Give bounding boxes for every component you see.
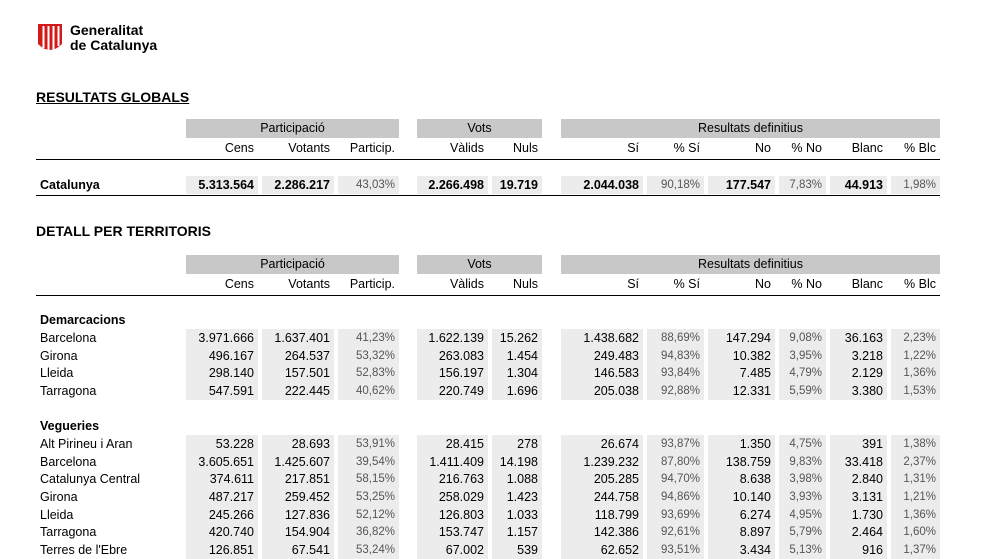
column-header: % Blc [904, 277, 936, 291]
column-header: Nuls [512, 277, 538, 291]
table-row [0, 364, 992, 382]
table-cell: 1.622.139 [417, 329, 488, 347]
table-cell: 1.696 [492, 382, 542, 400]
table-cell: 9,08% [779, 329, 826, 347]
table-cell: 547.591 [186, 382, 258, 400]
table-cell: 52,12% [338, 506, 399, 524]
table-cell: 93,51% [647, 541, 704, 559]
row-label: Terres de l'Ebre [40, 543, 128, 557]
table-cell: 52,83% [338, 364, 399, 382]
table-cell: 118.799 [561, 506, 643, 524]
table-cell: 222.445 [262, 382, 334, 400]
table-cell: 14.198 [492, 453, 542, 471]
table-cell: 19.719 [492, 176, 542, 194]
table-cell: 1.425.607 [262, 453, 334, 471]
table-cell: 146.583 [561, 364, 643, 382]
table-cell: 93,69% [647, 506, 704, 524]
column-header: No [755, 277, 771, 291]
table-row [0, 470, 992, 488]
row-label: Tarragona [40, 525, 97, 540]
column-header: % No [791, 277, 822, 291]
table-cell: 1.157 [492, 523, 542, 541]
column-header: % Sí [673, 277, 700, 291]
detail-title: DETALL PER TERRITORIS [36, 223, 212, 239]
table-cell: 1,21% [891, 488, 940, 506]
table-cell: 43,03% [338, 176, 399, 194]
table-cell: 33.418 [830, 453, 887, 471]
table-cell: 3.131 [830, 488, 887, 506]
table-row [0, 382, 992, 400]
table-cell: 142.386 [561, 523, 643, 541]
header-rule [36, 295, 940, 296]
table-cell: 44.913 [830, 176, 887, 194]
table-cell: 156.197 [417, 364, 488, 382]
table-cell: 36.163 [830, 329, 887, 347]
group-header: Participació [186, 119, 399, 138]
senyera-logo-icon [36, 22, 64, 54]
table-cell: 263.083 [417, 347, 488, 365]
column-header: Sí [627, 277, 639, 291]
table-cell: 217.851 [262, 470, 334, 488]
table-cell: 1.350 [708, 435, 775, 453]
generalitat-logo [36, 22, 157, 54]
table-cell: 3,98% [779, 470, 826, 488]
table-cell: 15.262 [492, 329, 542, 347]
column-header: % Sí [673, 141, 700, 155]
table-cell: 1,36% [891, 364, 940, 382]
table-cell: 3.218 [830, 347, 887, 365]
table-cell: 1,53% [891, 382, 940, 400]
table-cell: 3.434 [708, 541, 775, 559]
table-cell: 216.763 [417, 470, 488, 488]
table-rule [36, 195, 940, 196]
column-header: No [755, 141, 771, 155]
column-header: Cens [224, 141, 254, 155]
column-header: Cens [224, 277, 254, 291]
column-header: Blanc [851, 277, 883, 291]
section-heading: Vegueries [40, 418, 100, 433]
table-cell: 6.274 [708, 506, 775, 524]
table-cell: 94,83% [647, 347, 704, 365]
row-label: Catalunya Central [40, 472, 141, 487]
row-label: Catalunya [40, 178, 100, 192]
column-header: Vàlids [449, 277, 484, 291]
logo-line-2: de Catalunya [70, 37, 158, 53]
group-header: Participació [186, 255, 399, 274]
table-cell: 7.485 [708, 364, 775, 382]
table-row [0, 453, 992, 471]
group-header: Resultats definitius [561, 255, 940, 274]
table-cell: 62.652 [561, 541, 643, 559]
table-cell: 3.605.651 [186, 453, 258, 471]
table-cell: 4,79% [779, 364, 826, 382]
table-cell: 3.971.666 [186, 329, 258, 347]
table-row [0, 506, 992, 524]
table-cell: 93,84% [647, 364, 704, 382]
column-header: Votants [288, 141, 330, 155]
table-row [0, 435, 992, 453]
table-row [0, 347, 992, 365]
table-cell: 205.038 [561, 382, 643, 400]
table-cell: 1.088 [492, 470, 542, 488]
header-rule [36, 159, 940, 160]
row-label: Tarragona [40, 384, 97, 399]
table-row [0, 176, 992, 194]
table-cell: 36,82% [338, 523, 399, 541]
table-cell: 53,24% [338, 541, 399, 559]
table-cell: 2.840 [830, 470, 887, 488]
table-cell: 8.638 [708, 470, 775, 488]
table-cell: 53,25% [338, 488, 399, 506]
table-cell: 1.411.409 [417, 453, 488, 471]
table-cell: 205.285 [561, 470, 643, 488]
table-cell: 157.501 [262, 364, 334, 382]
table-cell: 1.423 [492, 488, 542, 506]
table-cell: 5,13% [779, 541, 826, 559]
table-cell: 4,95% [779, 506, 826, 524]
table-cell: 249.483 [561, 347, 643, 365]
table-cell: 53,91% [338, 435, 399, 453]
column-header: Nuls [512, 141, 538, 155]
table-cell: 12.331 [708, 382, 775, 400]
table-cell: 88,69% [647, 329, 704, 347]
table-cell: 8.897 [708, 523, 775, 541]
column-header: Particip. [349, 277, 395, 291]
table-cell: 53.228 [186, 435, 258, 453]
row-label: Lleida [40, 507, 74, 522]
row-label: Barcelona [40, 454, 97, 469]
row-label: Girona [40, 348, 78, 363]
table-cell: 1,31% [891, 470, 940, 488]
table-cell: 420.740 [186, 523, 258, 541]
table-cell: 3,93% [779, 488, 826, 506]
table-cell: 39,54% [338, 453, 399, 471]
column-header: Votants [288, 277, 330, 291]
table-cell: 28.415 [417, 435, 488, 453]
column-header: Vàlids [449, 141, 484, 155]
table-cell: 2.266.498 [417, 176, 488, 194]
table-cell: 5,79% [779, 523, 826, 541]
row-label: Barcelona [40, 331, 97, 345]
row-label: Lleida [40, 366, 74, 381]
table-cell: 2.286.217 [262, 176, 334, 194]
table-row [0, 523, 992, 541]
table-cell: 94,70% [647, 470, 704, 488]
table-cell: 93,87% [647, 435, 704, 453]
table-cell: 9,83% [779, 453, 826, 471]
table-cell: 258.029 [417, 488, 488, 506]
group-header: Vots [417, 119, 542, 138]
table-cell: 1.304 [492, 364, 542, 382]
table-cell: 374.611 [186, 470, 258, 488]
table-row [0, 541, 992, 559]
table-cell: 94,86% [647, 488, 704, 506]
table-cell: 1.438.682 [561, 329, 643, 347]
table-cell: 10.140 [708, 488, 775, 506]
table-cell: 87,80% [647, 453, 704, 471]
table-cell: 26.674 [561, 435, 643, 453]
table-cell: 92,88% [647, 382, 704, 400]
table-cell: 138.759 [708, 453, 775, 471]
table-cell: 3,95% [779, 347, 826, 365]
table-cell: 4,75% [779, 435, 826, 453]
table-cell: 264.537 [262, 347, 334, 365]
column-header: % No [791, 141, 822, 155]
table-cell: 1.730 [830, 506, 887, 524]
table-cell: 2.044.038 [561, 176, 643, 194]
column-header: % Blc [904, 141, 936, 155]
table-cell: 41,23% [338, 329, 399, 347]
table-cell: 2,23% [891, 329, 940, 347]
table-cell: 177.547 [708, 176, 775, 194]
table-cell: 1.033 [492, 506, 542, 524]
table-cell: 67.002 [417, 541, 488, 559]
table-cell: 1,60% [891, 523, 940, 541]
global-results-title: RESULTATS GLOBALS [36, 89, 190, 105]
table-cell: 126.851 [186, 541, 258, 559]
table-cell: 2.129 [830, 364, 887, 382]
table-cell: 92,61% [647, 523, 704, 541]
column-header: Sí [627, 141, 639, 155]
table-cell: 67.541 [262, 541, 334, 559]
table-cell: 1,22% [891, 347, 940, 365]
table-cell: 90,18% [647, 176, 704, 194]
table-cell: 1.637.401 [262, 329, 334, 347]
table-cell: 1,98% [891, 176, 940, 194]
row-label: Alt Pirineu i Aran [40, 436, 133, 451]
table-cell: 278 [492, 435, 542, 453]
table-cell: 916 [830, 541, 887, 559]
table-cell: 298.140 [186, 364, 258, 382]
table-row [0, 488, 992, 506]
table-cell: 391 [830, 435, 887, 453]
table-cell: 147.294 [708, 329, 775, 347]
table-cell: 28.693 [262, 435, 334, 453]
table-cell: 245.266 [186, 506, 258, 524]
table-cell: 10.382 [708, 347, 775, 365]
row-label: Girona [40, 489, 78, 504]
table-cell: 220.749 [417, 382, 488, 400]
table-row [0, 329, 992, 347]
logo-line-1: Generalitat [70, 22, 144, 38]
table-cell: 1,36% [891, 506, 940, 524]
table-cell: 58,15% [338, 470, 399, 488]
table-cell: 53,32% [338, 347, 399, 365]
table-cell: 259.452 [262, 488, 334, 506]
table-cell: 5.313.564 [186, 176, 258, 194]
table-cell: 539 [492, 541, 542, 559]
table-cell: 1,38% [891, 435, 940, 453]
table-cell: 153.747 [417, 523, 488, 541]
table-cell: 126.803 [417, 506, 488, 524]
column-header: Particip. [349, 141, 395, 155]
table-cell: 496.167 [186, 347, 258, 365]
table-cell: 3.380 [830, 382, 887, 400]
table-cell: 5,59% [779, 382, 826, 400]
table-cell: 2,37% [891, 453, 940, 471]
section-heading: Demarcacions [40, 313, 126, 327]
column-header: Blanc [851, 141, 883, 155]
table-cell: 1.454 [492, 347, 542, 365]
group-header: Vots [417, 255, 542, 274]
table-cell: 244.758 [561, 488, 643, 506]
table-cell: 154.904 [262, 523, 334, 541]
table-cell: 2.464 [830, 523, 887, 541]
table-cell: 40,62% [338, 382, 399, 400]
group-header: Resultats definitius [561, 119, 940, 138]
table-cell: 487.217 [186, 488, 258, 506]
table-cell: 7,83% [779, 176, 826, 194]
table-cell: 1,37% [891, 541, 940, 559]
table-cell: 1.239.232 [561, 453, 643, 471]
table-cell: 127.836 [262, 506, 334, 524]
